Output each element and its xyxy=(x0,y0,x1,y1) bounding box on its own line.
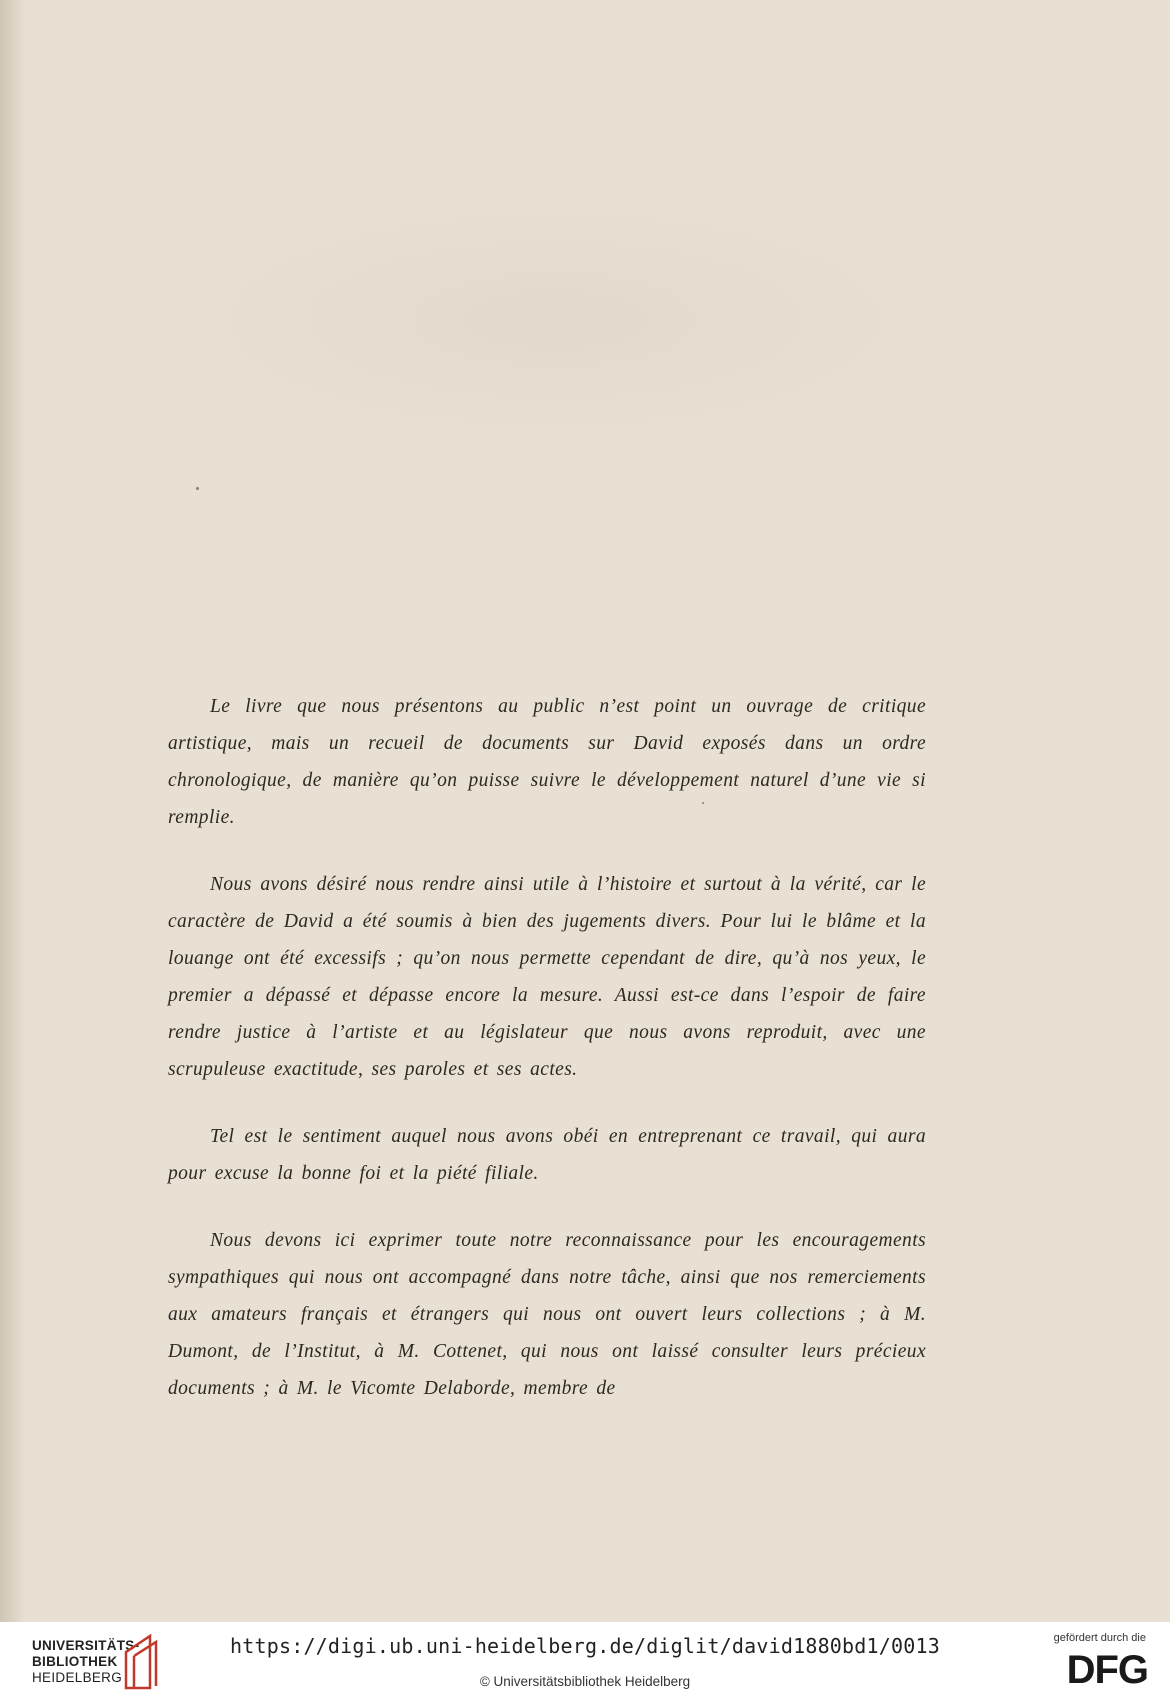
logo-line-3: HEIDELBERG xyxy=(32,1670,123,1685)
paragraph-1: Le livre que nous présentons au public n’est point un ouvrage de critique artistique, mais un recueil de documents sur David exposés dans un ordre chronologique, de manière qu’on puisse suivre le développement naturel d’une vie si remplie. xyxy=(168,696,926,828)
viewer-footer xyxy=(0,1622,1170,1703)
logo-line-2: BIBLIOTHEK xyxy=(32,1654,118,1669)
paper-speck xyxy=(196,487,199,490)
logo-line-1: UNIVERSITÄTS- xyxy=(32,1638,140,1653)
dfg-logo[interactable]: DFG xyxy=(1066,1648,1148,1692)
preface-text xyxy=(168,688,926,1437)
paragraph-2: Nous avons désiré nous rendre ainsi utile à l’histoire et surtout à la vérité, car le caractère de David a été soumis à bien des jugements divers. Pour lui le blâme et la louange ont été excessifs ; qu’on nous permette cependant de dire, qu’à nos yeux, le premier a dépassé et dépasse encore la mesure. Aussi est-ce dans l’espoir de faire rendre justice à l’artiste et au législateur que nous avons reproduit, avec une scrupuleuse exactitude, ses paroles et ses actes. xyxy=(168,874,926,1080)
funding-label: gefördert durch die xyxy=(1053,1632,1146,1644)
permalink-url[interactable]: https://digi.ub.uni-heidelberg.de/diglit/david1880bd1/0013 xyxy=(230,1634,940,1658)
paragraph-4: Nous devons ici exprimer toute notre reconnaissance pour les encouragements sympathiques qui nous ont accompagné dans notre tâche, ainsi que nos remerciements aux amateurs français et étrangers qui nous ont ouvert leurs collections ; à M. Dumont, de l’Institut, à M. Cottenet, qui nous ont laissé consulter leurs précieux documents ; à M. le Vicomte Delaborde, membre de xyxy=(168,1230,926,1399)
paragraph-3: Tel est le sentiment auquel nous avons obéi en entreprenant ce travail, qui aura pour excuse la bonne foi et la piété filiale. xyxy=(168,1126,926,1184)
copyright-notice: © Universitätsbibliothek Heidelberg xyxy=(479,1674,691,1689)
